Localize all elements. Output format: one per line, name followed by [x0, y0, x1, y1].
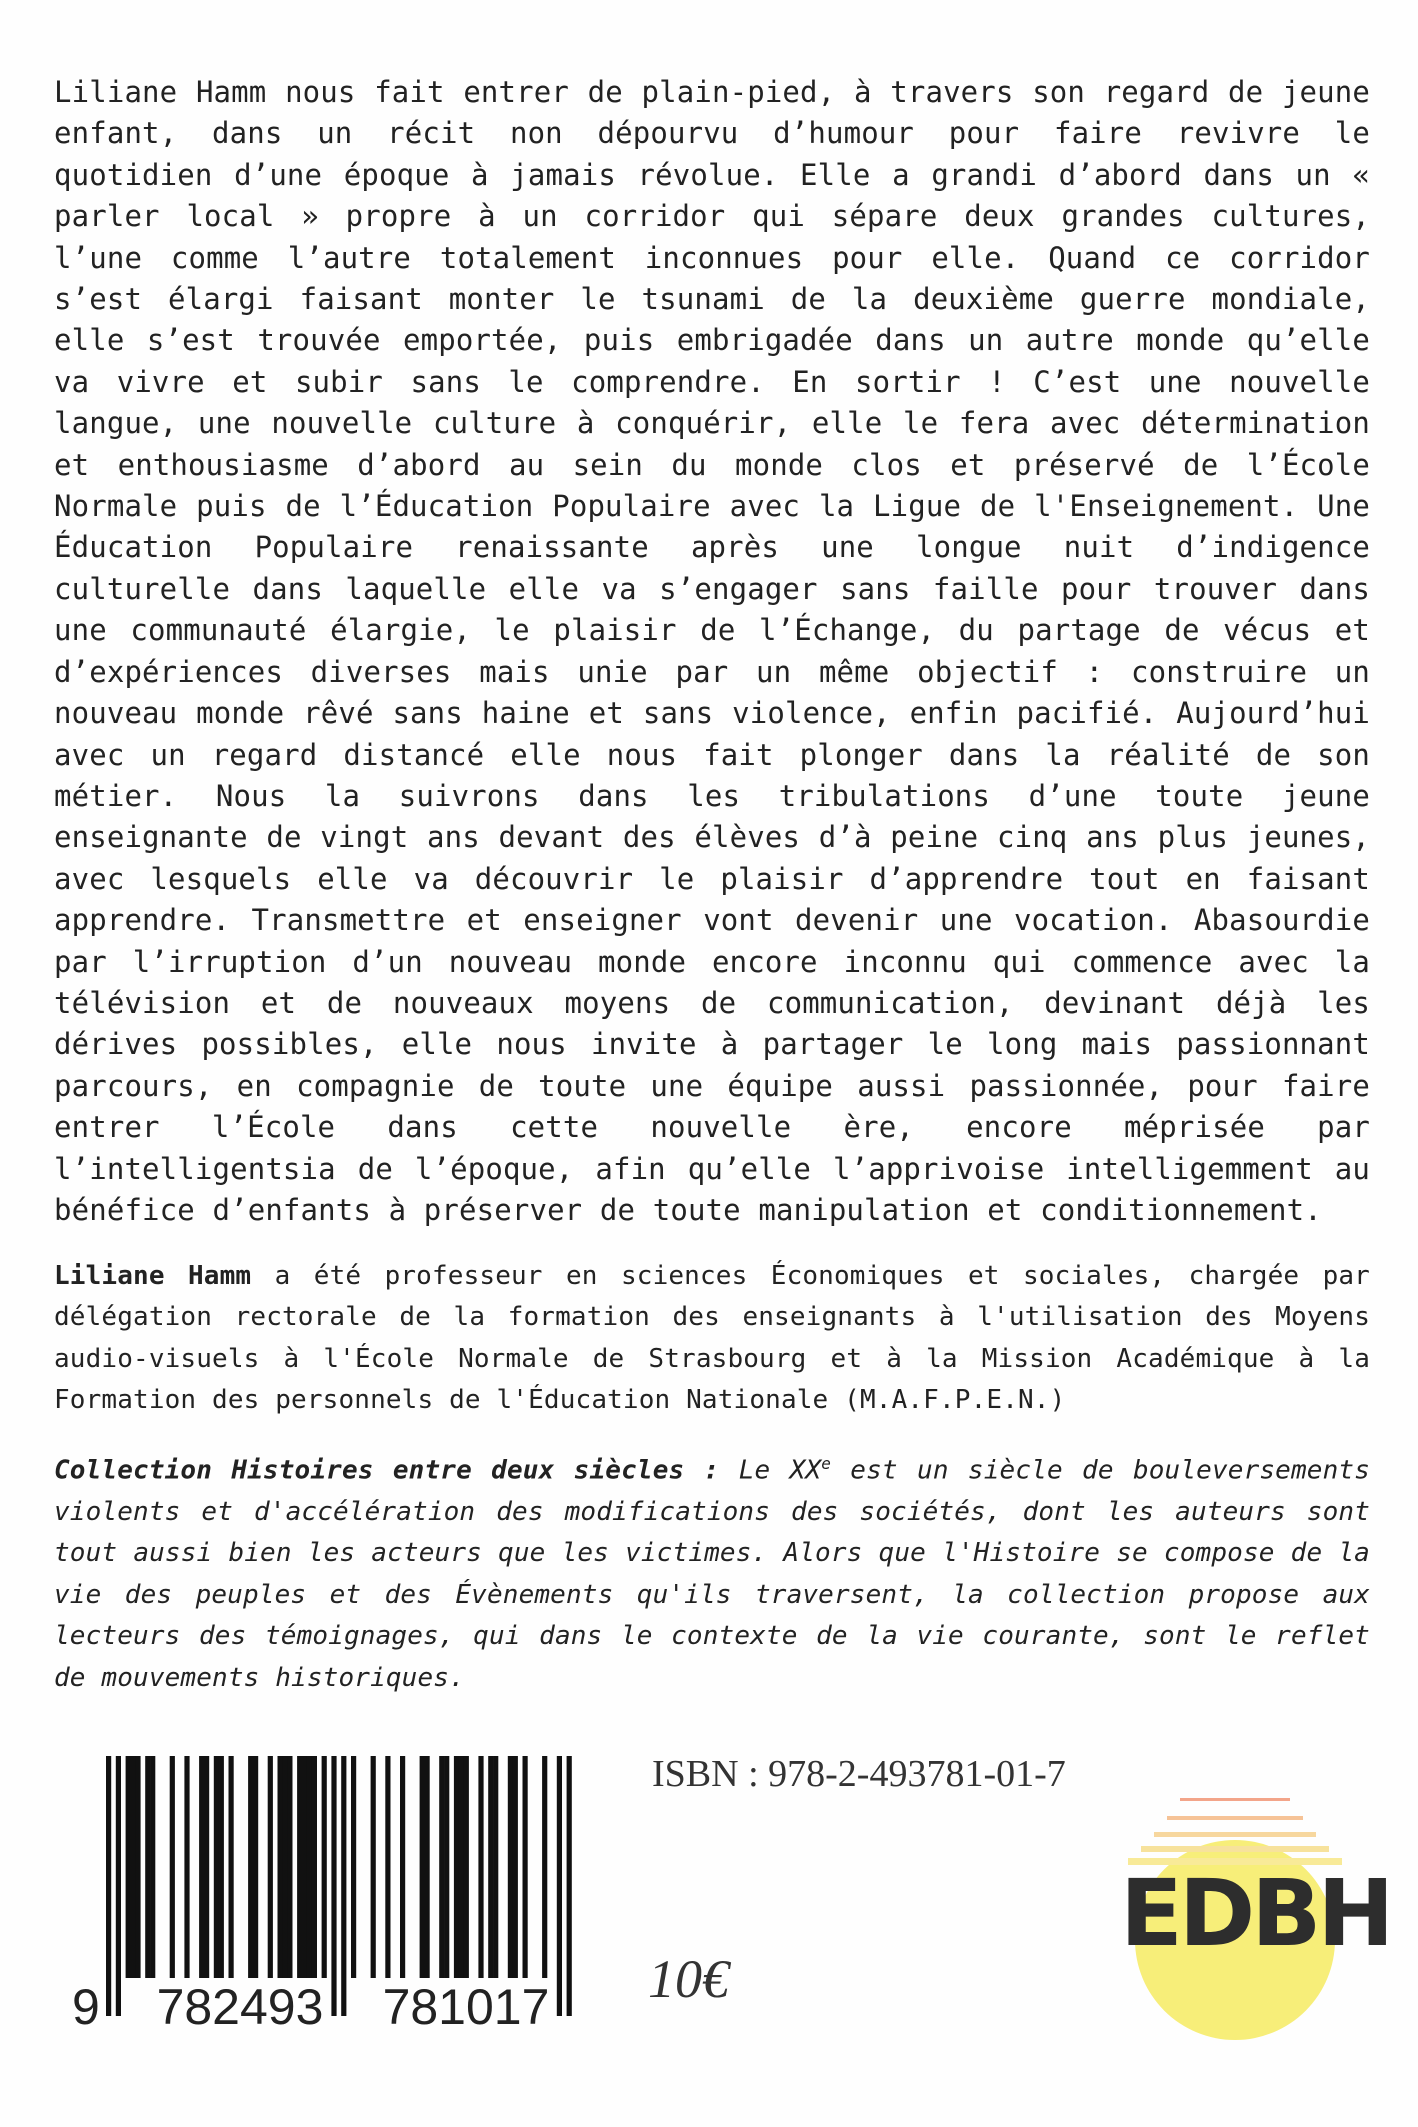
collection-description: [54, 1443, 1370, 1699]
barcode-bar: [488, 1756, 493, 1978]
author-name: Liliane Hamm: [54, 1261, 252, 1291]
barcode-bar: [322, 1756, 327, 1978]
barcode-bar: [268, 1756, 273, 1978]
barcode-bar: [135, 1756, 140, 1978]
barcode-bar: [385, 1756, 390, 1978]
barcode-digit-first: 9: [72, 1979, 100, 2032]
barcode-bar: [278, 1756, 283, 1978]
barcode-bar: [307, 1756, 312, 1978]
collection-superscript: e: [821, 1454, 832, 1473]
barcode-digits-right: 781017: [382, 1979, 550, 2032]
barcode-bar: [444, 1756, 449, 1978]
barcode-bar: [542, 1756, 547, 1978]
barcode-bar: [493, 1756, 498, 1978]
barcode-bar: [371, 1756, 376, 1978]
barcode-digits-left: 782493: [156, 1979, 324, 2032]
barcode-bar: [131, 1756, 136, 1978]
barcode-bar: [425, 1756, 430, 1978]
barcode-bar: [170, 1756, 175, 1978]
barcode-bar: [150, 1756, 155, 1978]
barcode-bar: [199, 1756, 204, 1978]
barcode: [70, 1756, 590, 2032]
barcode-bar: [400, 1756, 405, 1978]
barcode-bar: [557, 1756, 562, 2016]
barcode-bar: [219, 1756, 224, 1978]
barcode-bar: [297, 1756, 302, 1978]
barcode-bar: [331, 1756, 336, 2016]
barcode-bar: [420, 1756, 425, 1978]
barcode-bar: [248, 1756, 253, 1978]
barcode-bar: [229, 1756, 234, 1978]
barcode-bar: [126, 1756, 131, 1978]
barcode-bar: [508, 1756, 513, 1978]
collection-text-after: est un siècle de bouleversements violents et d'accélération des modifications des sociétés, dont les auteurs sont tout aussi bien les acteurs que les victimes. Alors que l'Histoire se compose de la vie des peuples et des Évènements qu'ils traversent, la collection propose aux lecteurs des témoignages, qui dans le contexte de la vie courante, sont le reflet de mouvements historiques.: [54, 1455, 1370, 1693]
logo-stripe: [1167, 1816, 1303, 1820]
price: 10€: [648, 1949, 729, 2009]
barcode-bar: [184, 1756, 189, 1978]
barcode-bar: [439, 1756, 444, 1978]
barcode-bars: [106, 1756, 572, 2016]
barcode-bar: [302, 1756, 307, 1978]
collection-text-before: Le XX: [719, 1455, 822, 1486]
author-bio-text: a été professeur en sciences Économiques et sociales, chargée par délégation rectorale de la formation des enseignants à l'utilisation des Moyens audio-visuels à l'École Normale de Strasbourg et à la Mission Académique à la Formation des personnels de l'Éducation Nationale (M.A.F.P.E.N.): [54, 1261, 1370, 1416]
barcode-bar: [145, 1756, 150, 1978]
barcode-bar: [214, 1756, 219, 1978]
barcode-bar: [523, 1756, 528, 1978]
barcode-bar: [312, 1756, 317, 1978]
collection-label: Collection Histoires entre deux siècles :: [54, 1455, 720, 1486]
barcode-bar: [351, 1756, 356, 1978]
publisher-logo-text: EDBH: [1120, 1860, 1391, 1967]
barcode-bar: [106, 1756, 111, 2016]
barcode-bar: [116, 1756, 121, 2016]
barcode-bar: [341, 1756, 346, 2016]
author-bio: [54, 1256, 1370, 1422]
barcode-bar: [287, 1756, 292, 1978]
barcode-bar: [204, 1756, 209, 1978]
barcode-bar: [253, 1756, 258, 1978]
barcode-bar: [567, 1756, 572, 2016]
barcode-bar: [464, 1756, 469, 1978]
logo-stripe: [1154, 1832, 1316, 1837]
barcode-bar: [282, 1756, 287, 1978]
isbn: ISBN : 978-2-493781-01-7: [652, 1753, 1066, 1795]
barcode-bar: [478, 1756, 483, 1978]
barcode-bar: [459, 1756, 464, 1978]
barcode-bar: [454, 1756, 459, 1978]
logo-stripe: [1180, 1798, 1290, 1801]
logo-stripe: [1141, 1846, 1329, 1852]
barcode-bar: [513, 1756, 518, 1978]
synopsis-paragraph: Liliane Hamm nous fait entrer de plain-pied, à travers son regard de jeune enfant, dans un récit non dépourvu d’humour pour faire revivre le quotidien d’une époque à jamais révolue. Elle a grandi d’abord dans un « parler local » propre à un corridor qui sépare deux grandes cultures, l’une comme l’autre totalement inconnues pour elle. Quand ce corridor s’est élargi faisant monter le tsunami de la deuxième guerre mondiale, elle s’est trouvée emportée, puis embrigadée dans un autre monde qu’elle va vivre et subir sans le comprendre. En sortir ! C’est une nouvelle langue, une nouvelle culture à conquérir, elle le fera avec détermination et enthousiasme d’abord au sein du monde clos et préservé de l’École Normale puis de l’Éducation Populaire avec la Ligue de l'Enseignement. Une Éducation Populaire renaissante après une longue nuit d’indigence culturelle dans laquelle elle va s’engager sans faille pour trouver dans une communauté élargie, le plaisir de l’Échange, du partage de vécus et d’expériences diverses mais unie par un même objectif : construire un nouveau monde rêvé sans haine et sans violence, enfin pacifié. Aujourd’hui avec un regard distancé elle nous fait plonger dans la réalité de son métier. Nous la suivrons dans les tribulations d’une toute jeune enseignante de vingt ans devant des élèves d’à peine cinq ans plus jeunes, avec lesquels elle va découvrir le plaisir d’apprendre tout en faisant apprendre. Transmettre et enseigner vont devenir une vocation. Abasourdie par l’irruption d’un nouveau monde encore inconnu qui commence avec la télévision et de nouveaux moyens de communication, devinant déjà les dérives possibles, elle nous invite à partager le long mais passionnant parcours, en compagnie de toute une équipe aussi passionnée, pour faire entrer l’École dans cette nouvelle ère, encore méprisée par l’intelligentsia de l’époque, afin qu’elle l’apprivoise intelligemment au bénéfice d’enfants à préserver de toute manipulation et conditionnement.: [54, 75, 1370, 1227]
